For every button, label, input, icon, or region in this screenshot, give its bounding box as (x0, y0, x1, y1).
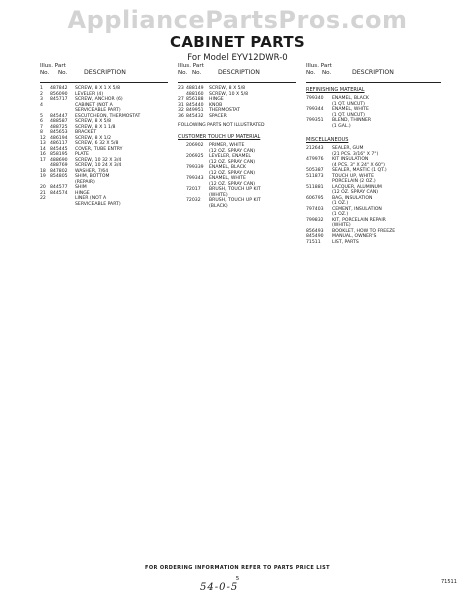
illus-number: 31 (178, 102, 184, 108)
part-number: 799344 (306, 107, 324, 112)
part-description: (21 PCS. 3/16" X 7") (332, 151, 379, 157)
illus-number: 18 (40, 168, 46, 174)
part-description: PLATE (75, 152, 89, 157)
part-number: 845440 (186, 102, 204, 108)
part-description: PRIMER, WHITE (209, 143, 245, 148)
description-label: DESCRIPTION (352, 69, 394, 76)
no-label: No. (306, 70, 316, 76)
no-label: No. (40, 70, 50, 76)
handwritten-note: 54-0-5 (200, 582, 239, 593)
part-description: SCREW, 10 X 5/8 (209, 91, 248, 97)
table-row (40, 202, 168, 208)
part-description: THERMOSTAT (209, 108, 240, 113)
part-description: BOOKLET, HOW TO FREEZE (332, 228, 396, 234)
part-description: ESCUTCHEON, THERMOSTAT (75, 113, 141, 119)
part-description: SPACER (209, 113, 227, 119)
part-number: 849951 (186, 108, 204, 113)
part-number: 488587 (50, 119, 68, 124)
part-number: 797403 (306, 206, 324, 212)
part-number: 488160 (186, 91, 204, 97)
part-description: LACQUER, ALUMINUM (332, 184, 382, 190)
part-description: ENAMEL, BLACK (209, 165, 246, 170)
part-description: SERVICEABLE PART) (75, 201, 121, 207)
part-description: SCREW, 8 X 5/8 (75, 119, 112, 124)
illus-number: 20 (40, 185, 46, 190)
part-description: HINGE (209, 97, 224, 102)
part-number (186, 204, 209, 210)
illus-number: 17 (40, 157, 46, 163)
part-description: SCREW, 10 32 X 3/4 (75, 157, 122, 163)
parts-list (178, 143, 296, 209)
part-description: KIT, PORCELAIN REPAIR (332, 217, 386, 223)
column-header (40, 62, 168, 83)
part-description: SEALER, GUM (332, 146, 364, 151)
watermark: AppliancePartsPros.com (67, 6, 408, 34)
part-description: (12 OZ. SPRAY CAN) (209, 148, 256, 154)
part-description: (1 QT. UNCUT) (332, 112, 365, 118)
parts-list (178, 86, 296, 119)
part-description: CEMENT, INSULATION (332, 206, 382, 212)
part-description: (REPAIR) (75, 179, 95, 185)
part-description: SCREW, 8 X 1/2 (75, 135, 112, 141)
part-no-label: No. (322, 70, 332, 76)
parts-column-3 (306, 62, 441, 245)
part-description: ENAMEL, WHITE (209, 176, 246, 181)
part-description: LINER (NOT A (75, 196, 107, 201)
section-heading: MISCELLANEOUS (306, 137, 349, 143)
part-description: (WHITE) (209, 192, 228, 198)
illus-number: 21 (40, 190, 46, 196)
part-description: KIT INSULATION (332, 157, 369, 162)
part-description: (12 OZ. SPRAY CAN) (209, 159, 256, 165)
part-number: 844577 (50, 185, 68, 190)
part-description: SCREW, 8 X 1 1/8 (75, 124, 116, 130)
illus-number: 2 (40, 91, 43, 97)
page-title: CABINET PARTS (170, 33, 305, 51)
part-description: BLEND, THINNER (332, 118, 372, 123)
part-description: SCREW, 10 24 X 3/4 (75, 163, 122, 168)
part-number: 488769 (50, 163, 68, 168)
part-description: CABINET (NOT A (75, 102, 113, 108)
column-header (306, 62, 441, 83)
part-description: SCREW, ANCHOR (6) (75, 97, 123, 102)
part-number: 845447 (50, 113, 68, 119)
description-label: DESCRIPTION (218, 69, 260, 76)
illus-number (40, 202, 50, 208)
illus-number: 7 (40, 124, 43, 130)
section-heading: CUSTOMER TOUCH UP MATERIAL (178, 134, 261, 140)
part-description: (4 PCS. 3" X 24" X 60") (332, 162, 385, 168)
corner-code: 71511 (441, 579, 457, 585)
part-description: PORCELAIN (2 OZ.) (332, 179, 376, 184)
part-no-label: No. (192, 70, 202, 76)
illus-number: 8 (40, 130, 43, 135)
part-number: 845717 (50, 97, 68, 102)
part-description: BRUSH, TOUCH UP KIT (209, 187, 261, 192)
part-number: 511881 (306, 184, 324, 190)
part-number: 486194 (50, 135, 68, 141)
parts-list (306, 146, 441, 245)
part-description: SHIM (75, 185, 87, 190)
illus-number: 3 (40, 97, 43, 102)
illus-number (178, 204, 186, 210)
part-number: 856090 (50, 91, 68, 97)
part-description: SEALER, MASTIC (1 QT.) (332, 168, 387, 173)
part-number: 858195 (50, 152, 68, 157)
ordering-footer: FOR ORDERING INFORMATION REFER TO PARTS PRICE LIST (145, 565, 330, 571)
illus-number: 12 (40, 135, 46, 141)
illus-number: 23 (178, 86, 184, 91)
part-number: 854805 (50, 174, 68, 179)
part-number: 856493 (306, 228, 324, 234)
part-number: 212643 (306, 146, 324, 151)
table-row (178, 204, 296, 210)
part-number: 487842 (50, 86, 68, 91)
illus-number: 13 (40, 141, 46, 146)
illus-part-label: Illus. Part (306, 63, 332, 69)
parts-list (306, 96, 441, 129)
part-number: 206902 (186, 143, 204, 148)
part-number: 511873 (306, 173, 324, 179)
part-description: LIST, PARTS (332, 239, 359, 245)
part-description: KNOB (209, 102, 223, 108)
parts-column-2 (178, 62, 296, 209)
part-number: 479976 (306, 157, 324, 162)
part-description: HINGE (75, 190, 90, 196)
part-number: 486117 (50, 141, 68, 146)
not-illustrated-note: FOLLOWING PARTS NOT ILLUSTRATED (178, 123, 265, 128)
illus-number: 22 (40, 196, 46, 201)
column-header (178, 62, 296, 83)
parts-list (40, 86, 168, 207)
part-description: BRACKET (75, 130, 97, 135)
part-number: 488149 (186, 86, 204, 91)
table-row (306, 124, 441, 130)
part-description: TOUCH UP, WHITE (332, 173, 375, 179)
part-number: 845432 (186, 113, 204, 119)
part-number: 799339 (186, 165, 204, 170)
part-description: WASHER, 7/64 (75, 168, 109, 174)
table-row (306, 240, 441, 246)
illus-part-label: Illus. Part (178, 63, 204, 69)
part-description: BAG, INSULATION (332, 195, 373, 201)
model-subtitle: For Model EYV12DWR-0 (187, 53, 288, 63)
part-description: BRUSH, TOUCH UP KIT (209, 198, 261, 203)
no-label: No. (178, 70, 188, 76)
part-number: 606795 (306, 195, 324, 201)
description-label: DESCRIPTION (84, 69, 126, 76)
illus-number: 6 (40, 119, 43, 124)
part-description: ENAMEL, WHITE (332, 107, 369, 112)
part-description: LEVELER (4) (75, 91, 104, 97)
illus-number: 4 (40, 102, 43, 108)
part-description: (12 OZ. SPRAY CAN) (209, 181, 256, 187)
part-number: 845445 (50, 146, 68, 152)
part-description: SCREW, 6 32 X 5/8 (75, 141, 119, 146)
illus-number: 14 (40, 146, 46, 152)
part-number: 488725 (50, 124, 68, 130)
part-no-label: No. (58, 70, 68, 76)
part-number: 856188 (186, 97, 204, 102)
table-row (178, 114, 296, 120)
part-number: 845490 (306, 234, 324, 239)
part-number: 505387 (306, 168, 324, 173)
illus-part-label: Illus. Part (40, 63, 66, 69)
part-description: (12 OZ. SPRAY CAN) (332, 190, 379, 195)
part-description: (12 OZ. SPRAY CAN) (209, 170, 256, 176)
part-description: SCREW, 8 X 5/8 (209, 86, 246, 91)
parts-column-1 (40, 62, 168, 207)
part-number: 488690 (50, 157, 68, 163)
part-number: 71511 (306, 239, 321, 245)
part-description: (1 QT. UNCUT) (332, 101, 365, 107)
part-number (306, 124, 332, 130)
part-number: 799832 (306, 217, 324, 223)
part-number: 206925 (186, 154, 204, 159)
illus-number: 36 (178, 113, 184, 119)
illus-number: 32 (178, 108, 184, 113)
illus-number: 1 (40, 86, 43, 91)
part-description: ENAMEL, BLACK (332, 96, 369, 101)
part-number: 799351 (306, 118, 324, 123)
part-number: 844574 (50, 190, 68, 196)
part-number: 72032 (186, 198, 201, 203)
illus-number: 5 (40, 113, 43, 119)
page-number: 5 (235, 576, 240, 582)
section-heading: REFINISHING MATERIAL (306, 87, 365, 93)
part-description: SHIM, BOTTOM (75, 174, 110, 179)
part-number (50, 202, 75, 208)
part-number: 799343 (186, 176, 204, 181)
part-description: MANUAL, OWNER'S (332, 234, 377, 239)
illus-number: 27 (178, 97, 184, 102)
part-number: 847802 (50, 168, 68, 174)
part-number: 72017 (186, 187, 201, 192)
part-description: SCREW, 8 X 1 X 5/8 (75, 86, 121, 91)
part-number: 799340 (306, 96, 324, 101)
illus-number: 19 (40, 174, 46, 179)
illus-number: 16 (40, 152, 46, 157)
part-description: (1 OZ.) (332, 212, 349, 217)
part-description: (1 GAL.) (332, 123, 351, 129)
part-description: (BLACK) (209, 203, 228, 209)
part-description: COVER, TUBE ENTRY (75, 146, 123, 152)
part-description: (1 OZ.) (332, 201, 349, 206)
part-description: LEVELER, ENAMEL (209, 154, 251, 159)
part-description: SERVICEABLE PART) (75, 108, 121, 113)
part-number: 845653 (50, 130, 68, 135)
part-description: (WHITE) (332, 223, 351, 228)
